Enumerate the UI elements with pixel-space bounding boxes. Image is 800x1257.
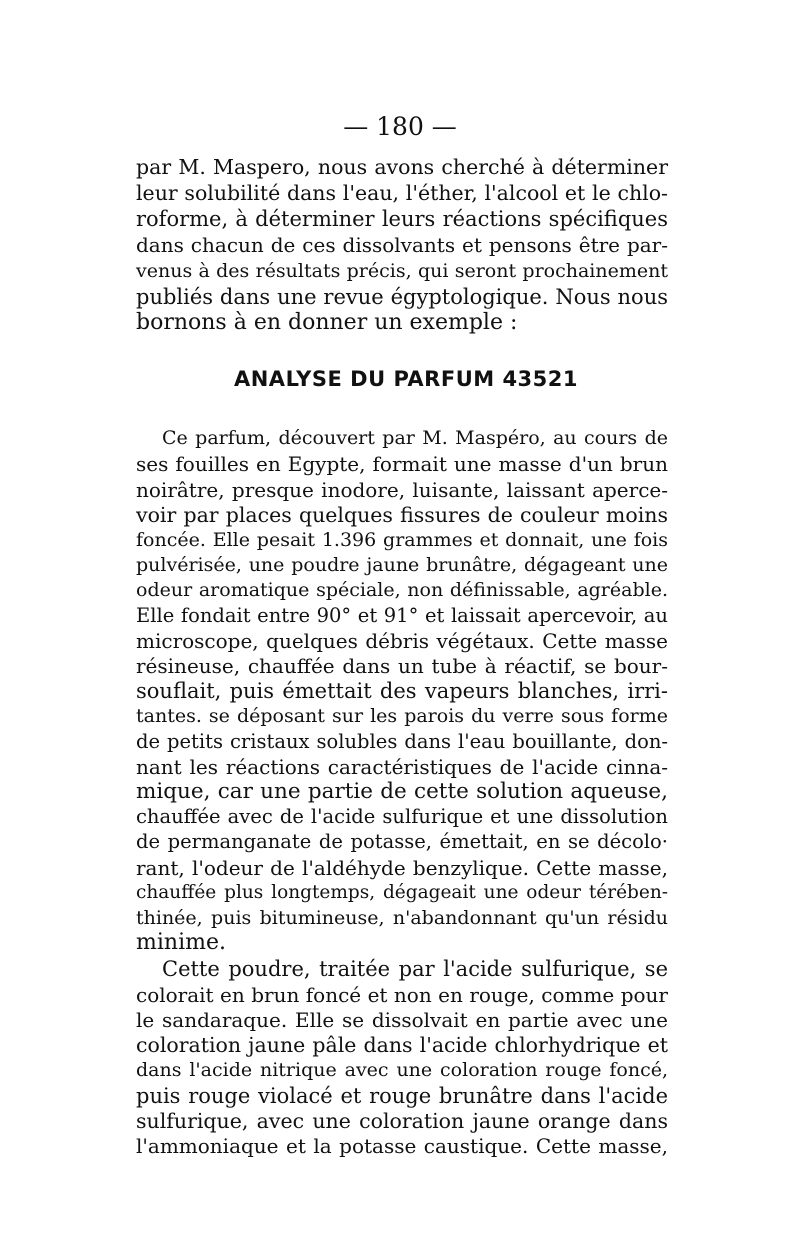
text-line: Ce parfum, découvert par M. Maspéro, au cours de [162, 427, 668, 449]
page-number: — 180 — [343, 112, 457, 141]
text-line: voir par places quelques fissures de couleur moins [136, 503, 668, 527]
text-line: puis rouge violacé et rouge brunâtre dans l'acide [136, 1084, 668, 1108]
text-line: résineuse, chauffée dans un tube à réactif, se bour- [136, 654, 668, 678]
text-line: nant les réactions caractéristiques de l'acide cinna- [136, 755, 668, 779]
text-line: de petits cristaux solubles dans l'eau bouillante, don- [136, 730, 668, 753]
text-line: sulfurique, avec une coloration jaune orange dans [136, 1109, 668, 1133]
text-line: de permanganate de potasse, émettait, en se décolo· [136, 830, 668, 853]
text-line: bornons à en donner un exemple : [136, 310, 518, 335]
text-line: tantes. se déposant sur les parois du verre sous forme [136, 705, 668, 727]
text-line: foncée. Elle pesait 1.396 grammes et donnait, une fois [136, 529, 668, 551]
text-line: l'ammoniaque et la potasse caustique. Cette masse, [136, 1134, 668, 1158]
text-line: dans l'acide nitrique avec une coloration rouge foncé, [136, 1059, 668, 1081]
text-line: microscope, quelques débris végétaux. Cette masse [136, 629, 668, 653]
text-line: mique, car une partie de cette solution aqueuse, [136, 779, 668, 804]
text-line: colorait en brun foncé et non en rouge, comme pour [136, 983, 668, 1007]
text-line: souflait, puis émettait des vapeurs blanches, irri- [136, 679, 668, 703]
text-line: minime. [136, 930, 226, 955]
text-line: noirâtre, presque inodore, luisante, laissant aperce- [136, 478, 668, 502]
text-line: par M. Maspero, nous avons cherché à déterminer [136, 155, 668, 179]
text-line: roforme, à déterminer leurs réactions spécifiques [136, 207, 668, 231]
text-line: rant, l'odeur de l'aldéhyde benzylique. Cette masse, [136, 856, 668, 880]
section-heading: ANALYSE DU PARFUM 43521 [233, 367, 579, 391]
text-line: chauffée plus longtemps, dégageait une odeur térében- [136, 882, 668, 903]
text-line: pulvérisée, une poudre jaune brunâtre, dégageant une [136, 554, 668, 576]
text-line: Elle fondait entre 90° et 91° et laissait apercevoir, au [136, 604, 668, 627]
text-line: le sandaraque. Elle se dissolvait en partie avec une [136, 1008, 668, 1032]
text-line: odeur aromatique spéciale, non définissable, agréable. [136, 579, 668, 601]
text-line: coloration jaune pâle dans l'acide chlorhydrique et [136, 1033, 668, 1057]
text-line: leur solubilité dans l'eau, l'éther, l'alcool et le chlo- [136, 181, 668, 205]
text-line: publiés dans une revue égyptologique. Nous nous [136, 285, 668, 309]
text-line: chauffée avec de l'acide sulfurique et une dissolution [136, 805, 668, 828]
text-line: dans chacun de ces dissolvants et pensons être par- [136, 233, 668, 257]
text-line: ses fouilles en Egypte, formait une masse d'un brun [136, 452, 668, 476]
text-line: venus à des résultats précis, qui seront prochainement [136, 260, 668, 282]
text-line: thinée, puis bitumineuse, n'abandonnant qu'un résidu [136, 907, 668, 929]
text-line: Cette poudre, traitée par l'acide sulfurique, se [162, 957, 668, 981]
